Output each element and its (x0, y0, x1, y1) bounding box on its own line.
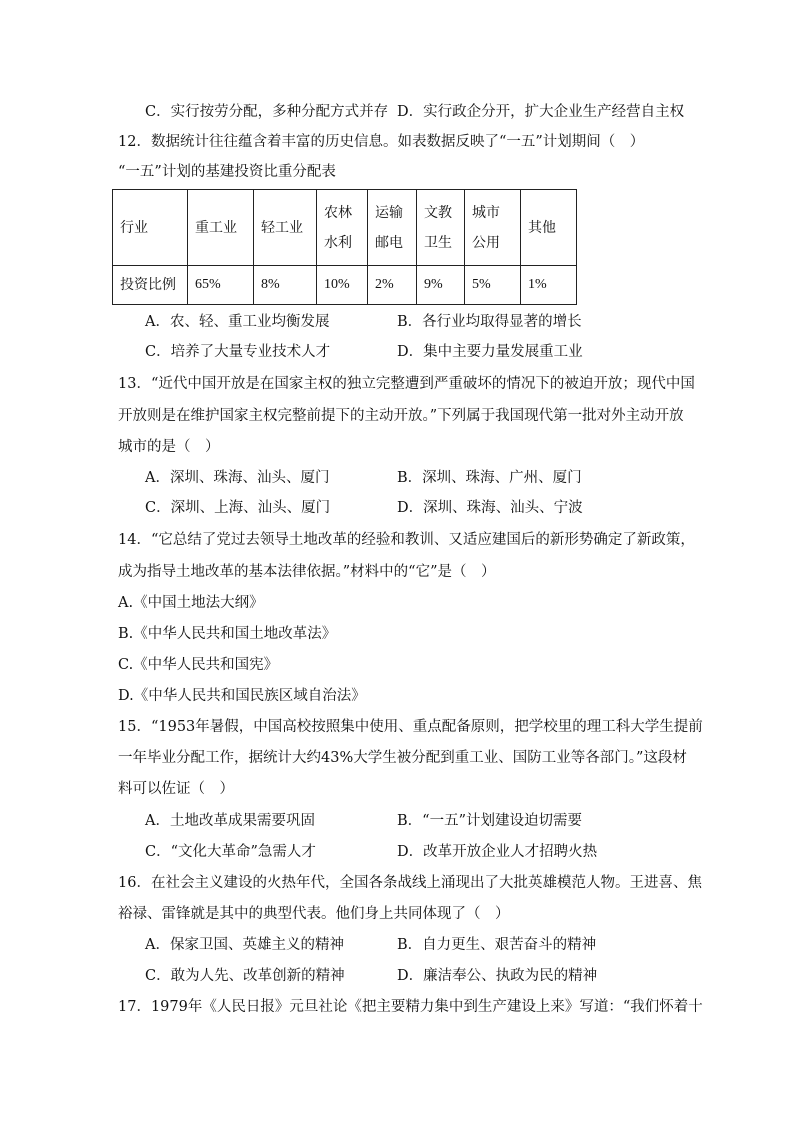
header-culture-line2: 卫生 (424, 234, 452, 251)
q12-stem: 12．数据统计往往蕴含着丰富的历史信息。如表数据反映了“一五”计划期间（ ） (118, 134, 645, 150)
header-urban-line2: 公用 (472, 234, 500, 251)
q13-option-a: A．深圳、珠海、汕头、厦门 (145, 470, 330, 486)
table-row-label: 投资比例 (113, 266, 188, 305)
q16-option-d: D．廉洁奉公、执政为民的精神 (397, 968, 598, 984)
table-header-row (113, 190, 577, 266)
q12-option-b: B．各行业均取得显著的增长 (397, 314, 582, 330)
table-header-cell (521, 190, 577, 266)
q13-stem-line-1: 13．“近代中国开放是在国家主权的独立完整遭到严重破坏的情况下的被迫开放；现代中国 (118, 376, 695, 392)
header-other: 其他 (528, 219, 556, 236)
q17-stem-line-1: 17．1979年《人民日报》元旦社论《把主要精力集中到生产建设上来》写道：“我们怀着十 (118, 999, 703, 1015)
header-light-industry: 轻工业 (261, 219, 303, 236)
table-cell: 5% (465, 266, 521, 305)
table-header-cell (113, 190, 188, 266)
q13-option-b: B．深圳、珠海、广州、厦门 (397, 470, 582, 486)
table-row (113, 266, 577, 305)
q13-stem-line-3: 城市的是（ ） (118, 439, 220, 455)
q14-stem-line-1: 14．“它总结了党过去领导土地改革的经验和教训、又适应建国后的新形势确定了新政策， (118, 532, 695, 548)
q16-option-a: A．保家卫国、英雄主义的精神 (145, 937, 344, 953)
q11-option-d: D．实行政企分开，扩大企业生产经营自主权 (397, 104, 685, 120)
q12-option-d: D．集中主要力量发展重工业 (397, 344, 583, 360)
q13-option-c: C．深圳、上海、汕头、厦门 (145, 500, 331, 516)
q12-table-title: “一五”计划的基建投资比重分配表 (118, 164, 336, 180)
q13-stem-line-2: 开放则是在维护国家主权完整前提下的主动开放。”下列属于我国现代第一批对外主动开放 (118, 408, 684, 424)
q13-option-d: D．深圳、珠海、汕头、宁波 (397, 500, 583, 516)
q13-options-row-cd (145, 498, 685, 518)
header-agri-line2: 水利 (324, 234, 352, 251)
table-header-cell (368, 190, 417, 266)
q15-stem-line-3: 料可以佐证（ ） (118, 781, 234, 797)
q15-option-d: D．改革开放企业人才招聘火热 (397, 844, 598, 860)
header-industry: 行业 (120, 219, 148, 236)
header-agri-line1: 农林 (324, 204, 352, 221)
header-transport-line2: 邮电 (375, 234, 403, 251)
q15-options-row-cd (145, 842, 685, 862)
table-cell: 2% (368, 266, 417, 305)
header-heavy-industry: 重工业 (195, 219, 237, 236)
q14-stem-line-2: 成为指导土地改革的基本法律依据。”材料中的“它”是（ ） (118, 564, 496, 580)
table-header-cell (417, 190, 465, 266)
q14-option-a: A.《中国土地法大纲》 (118, 595, 264, 611)
table-cell: 9% (417, 266, 465, 305)
table-header-cell (465, 190, 521, 266)
q12-options-row-ab (145, 312, 685, 332)
header-transport-line1: 运输 (375, 204, 403, 221)
q16-option-b: B．自力更生、艰苦奋斗的精神 (397, 937, 597, 953)
q15-option-a: A．土地改革成果需要巩固 (145, 813, 315, 829)
q16-stem-line-2: 裕禄、雷锋就是其中的典型代表。他们身上共同体现了（ ） (118, 906, 510, 922)
q15-stem-line-1: 15．“1953年暑假，中国高校按照集中使用、重点配备原则，把学校里的理工科大学生提前 (118, 719, 703, 735)
table-cell: 10% (317, 266, 368, 305)
q11-option-c: C．实行按劳分配，多种分配方式并存 (145, 104, 389, 120)
table-header-cell (254, 190, 317, 266)
q15-option-b: B．“一五”计划建设迫切需要 (397, 813, 582, 829)
q14-option-b: B.《中华人民共和国土地改革法》 (118, 626, 337, 642)
table-cell: 8% (254, 266, 317, 305)
q15-options-row-ab (145, 811, 685, 831)
q15-option-c: C．“文化大革命”急需人才 (145, 844, 316, 860)
table-cell: 1% (521, 266, 577, 305)
q16-stem-line-1: 16．在社会主义建设的火热年代，全国各条战线上涌现出了大批英雄模范人物。王进喜、焦 (118, 875, 702, 891)
q12-option-a: A．农、轻、重工业均衡发展 (145, 314, 330, 330)
q11-options-row-cd (145, 102, 685, 122)
q14-option-d: D.《中华人民共和国民族区域自治法》 (118, 688, 366, 704)
q14-option-c: C.《中华人民共和国宪》 (118, 657, 279, 673)
header-culture-line1: 文教 (424, 204, 452, 221)
q13-options-row-ab (145, 468, 685, 488)
q16-option-c: C．敢为人先、改革创新的精神 (145, 968, 345, 984)
q16-options-row-cd (145, 966, 685, 986)
header-urban-line1: 城市 (472, 204, 500, 221)
investment-table (112, 189, 577, 305)
table-cell: 65% (188, 266, 254, 305)
table-header-cell (317, 190, 368, 266)
q16-options-row-ab (145, 935, 685, 955)
q15-stem-line-2: 一年毕业分配工作，据统计大约43%大学生被分配到重工业、国防工业等各部门。”这段材 (118, 750, 687, 766)
q12-option-c: C．培养了大量专业技术人才 (145, 344, 331, 360)
q12-options-row-cd (145, 342, 685, 362)
table-header-cell (188, 190, 254, 266)
